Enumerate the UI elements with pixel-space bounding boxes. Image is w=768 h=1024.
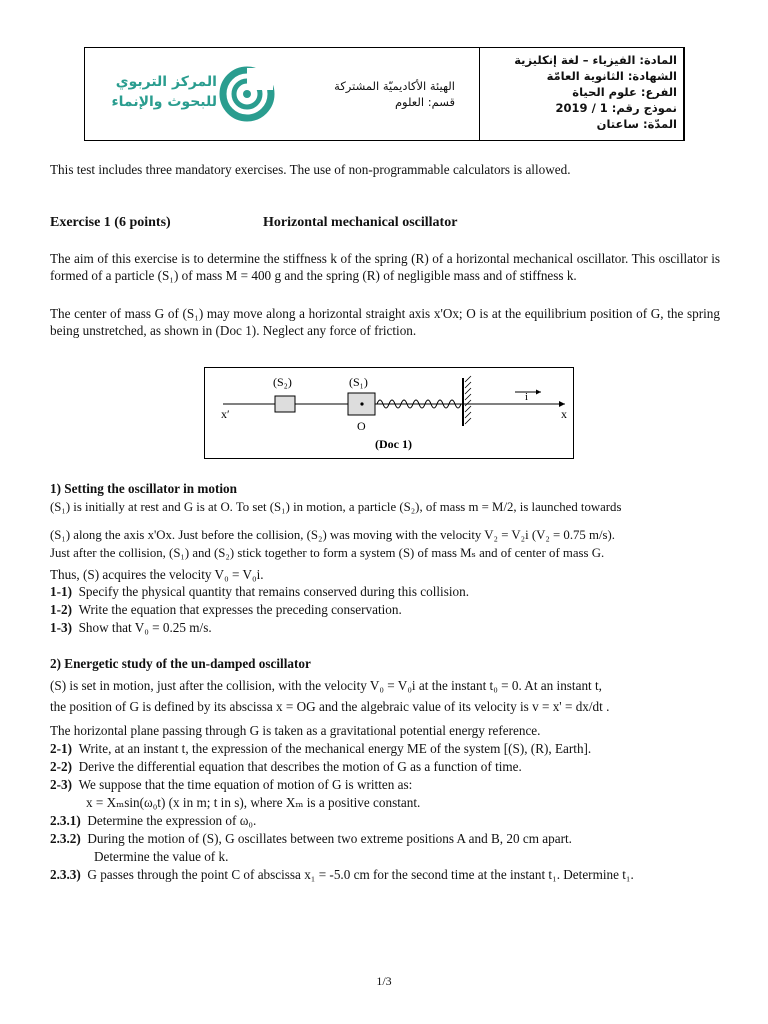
- page-number: 1/3: [376, 974, 392, 988]
- header-mid-line-2: قسم: العلوم: [394, 95, 455, 109]
- s2-block: [275, 396, 295, 412]
- exercise-title: Exercise 1 (6 points): [50, 215, 171, 230]
- label-xprime: x′: [221, 407, 230, 421]
- q1-3-number: 1-3): [50, 620, 72, 635]
- part1-line-4: Thus, (S) acquires the velocity V₀ = V₀i.: [50, 567, 264, 582]
- header-right-cell: [480, 48, 684, 140]
- header-mid-cell: [260, 48, 480, 140]
- q2-3-3-number: 2.3.3): [50, 867, 81, 882]
- crdp-logo: [99, 66, 284, 126]
- q2-3-1-text: Determine the expression of ω₀.: [87, 813, 257, 828]
- q2-3-2-number: 2.3.2): [50, 831, 81, 846]
- unit-vector-arrow-icon: [536, 390, 541, 395]
- label-o: O: [357, 419, 366, 433]
- label-s2: (S₂): [273, 375, 292, 389]
- header-certificate: الشهادة: الثانوية العامّة: [546, 69, 677, 83]
- label-i: i: [525, 391, 529, 403]
- label-s1: (S₁): [349, 375, 368, 389]
- doc1-figure: [204, 367, 574, 459]
- q1-1-number: 1-1): [50, 584, 72, 599]
- intro-text: This test includes three mandatory exercises. The use of non-programmable calculators is allowed.: [50, 162, 571, 177]
- header-branch: الفرع: علوم الحياة: [572, 85, 677, 99]
- exercise-para-2: The center of mass G of (S₁) may move along a horizontal straight axis x'Ox; O is at the equilibrium position of G, the spring being unstretched, as shown in (Doc 1). Neglect any force of friction.: [50, 306, 720, 338]
- label-x: x: [561, 407, 567, 421]
- part2-line-2: the position of G is defined by its abscissa x = OG and the algebraic value of its velocity is v = x' = dx/dt .: [50, 699, 610, 714]
- q2-2-text: Derive the differential equation that describes the motion of G as a function of time.: [78, 759, 522, 774]
- q2-3-text: We suppose that the time equation of motion of G is written as:: [78, 777, 413, 792]
- q2-3-2-text: During the motion of (S), G oscillates between two extreme positions A and B, 20 cm apart.: [87, 831, 572, 846]
- q2-2-number: 2-2): [50, 759, 72, 774]
- part2-title: 2) Energetic study of the un-damped oscillator: [50, 656, 311, 671]
- q2-3-3-text: G passes through the point C of abscissa x₁ = -5.0 cm for the second time at the instant t₁. Determine t₁.: [87, 867, 634, 882]
- header-subject: المادة: الفيزياء – لغة إنكليزية: [514, 53, 677, 67]
- header-duration: المدّة: ساعتان: [596, 117, 677, 131]
- logo-line-2: للبحوث والإنماء: [111, 94, 217, 110]
- q2-3-number: 2-3): [50, 777, 72, 792]
- logo-cell: [85, 48, 260, 140]
- logo-line-1: المركز التربوي: [115, 74, 217, 90]
- header-table: [84, 47, 685, 141]
- exercise-para-1: The aim of this exercise is to determine the stiffness k of the spring (R) of a horizontal mechanical oscillator. This oscillator is formed of a particle (S₁) of mass M = 400 g and the spring (R) of negligible mass and of stiffness k.: [50, 251, 720, 283]
- q1-2-number: 1-2): [50, 602, 72, 617]
- part2-line-1: (S) is set in motion, just after the collision, with the velocity V₀ = V₀i at the instant t₀ = 0. At an instant t,: [50, 678, 602, 693]
- q1-2-text: Write the equation that expresses the preceding conservation.: [78, 602, 402, 617]
- q2-1-text: Write, at an instant t, the expression of the mechanical energy ME of the system [(S), (R), Earth].: [78, 741, 592, 756]
- q1-1-text: Specify the physical quantity that remains conserved during this collision.: [78, 584, 469, 599]
- q2-1-number: 2-1): [50, 741, 72, 756]
- part1-line-2: (S₁) along the axis x'Ox. Just before the collision, (S₂) was moving with the velocity V₂ = V₂i (V₂ = 0.75 m/s).: [50, 528, 615, 542]
- header-model: نموذج رقم: 1 / 2019: [555, 101, 677, 115]
- part1-title: 1) Setting the oscillator in motion: [50, 481, 237, 496]
- part1-line-3: Just after the collision, (S₁) and (S₂) stick together to form a system (S) of mass Mₛ and of center of mass G.: [50, 546, 605, 560]
- header-mid-line-1: الهيئة الأكاديميّة المشتركة: [334, 79, 455, 93]
- part1-line-1: (S₁) is initially at rest and G is at O. To set (S₁) in motion, a particle (S₂), of mass m = M/2, is launched towards: [50, 500, 622, 514]
- exercise-subtitle: Horizontal mechanical oscillator: [263, 215, 458, 230]
- oscillator-diagram: [205, 368, 573, 458]
- wall-hatch: [465, 376, 471, 424]
- equation-line: x = Xₘsin(ω₀t) (x in m; t in s), where Xₘ is a positive constant.: [86, 795, 421, 810]
- doc1-caption: (Doc 1): [375, 437, 412, 451]
- part2-line-3: The horizontal plane passing through G is taken as a gravitational potential energy reference.: [50, 723, 541, 738]
- q2-3-2-continuation: Determine the value of k.: [94, 849, 229, 864]
- g-point: [360, 402, 363, 405]
- q2-3-1-number: 2.3.1): [50, 813, 81, 828]
- q1-3-text: Show that V₀ = 0.25 m/s.: [78, 620, 212, 635]
